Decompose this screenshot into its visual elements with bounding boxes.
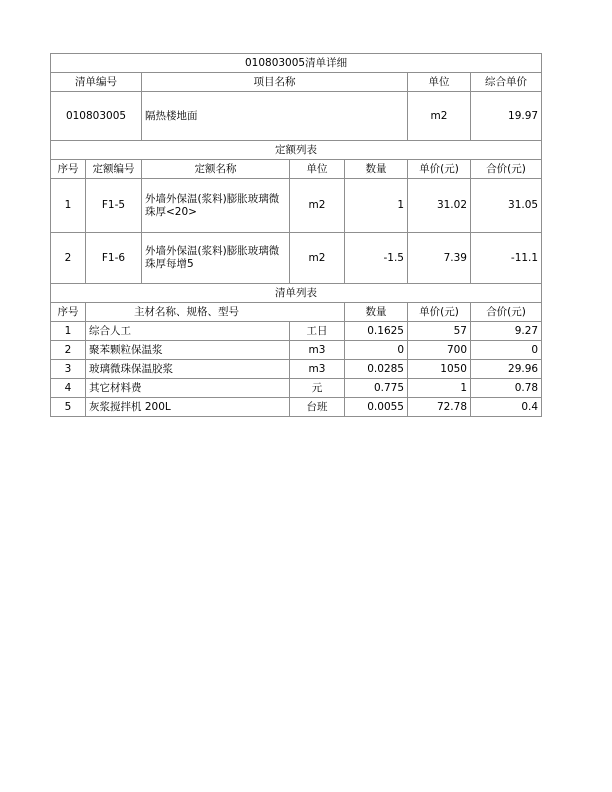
- quota-price: 31.02: [408, 179, 471, 233]
- quota-total: -11.1: [471, 233, 542, 284]
- quota-code: F1-6: [86, 233, 142, 284]
- bill-code-header: 清单编号: [51, 73, 142, 92]
- quota-name: 外墙外保温(浆料)膨胀玻璃微珠厚<20>: [142, 179, 290, 233]
- item-seq: 4: [51, 379, 86, 398]
- list-price-header: 单价(元): [408, 303, 471, 322]
- item-qty: 0.0285: [345, 360, 408, 379]
- item-total: 29.96: [471, 360, 542, 379]
- list-item: [51, 379, 542, 398]
- item-name: 玻璃微珠保温胶浆: [86, 360, 290, 379]
- item-total: 0.4: [471, 398, 542, 417]
- item-seq: 3: [51, 360, 86, 379]
- list-item: [51, 322, 542, 341]
- list-section-row: [51, 284, 542, 303]
- quota-code-header: 定额编号: [86, 160, 142, 179]
- quota-seq-header: 序号: [51, 160, 86, 179]
- quota-code: F1-5: [86, 179, 142, 233]
- item-unit: 工日: [290, 322, 345, 341]
- quota-total-header: 合价(元): [471, 160, 542, 179]
- bill-row: [51, 92, 542, 141]
- bill-name: 隔热楼地面: [142, 92, 408, 141]
- list-name-header: 主材名称、规格、型号: [86, 303, 345, 322]
- item-seq: 5: [51, 398, 86, 417]
- quota-seq: 1: [51, 179, 86, 233]
- list-section-title: 清单列表: [51, 284, 542, 303]
- bill-name-header: 项目名称: [142, 73, 408, 92]
- item-price: 72.78: [408, 398, 471, 417]
- item-total: 0: [471, 341, 542, 360]
- quota-seq: 2: [51, 233, 86, 284]
- quota-qty-header: 数量: [345, 160, 408, 179]
- quota-price: 7.39: [408, 233, 471, 284]
- quota-row: [51, 179, 542, 233]
- bill-price: 19.97: [471, 92, 542, 141]
- item-name: 其它材料费: [86, 379, 290, 398]
- quota-qty: -1.5: [345, 233, 408, 284]
- item-name: 灰浆搅拌机 200L: [86, 398, 290, 417]
- bill-unit: m2: [408, 92, 471, 141]
- item-seq: 1: [51, 322, 86, 341]
- quota-row: [51, 233, 542, 284]
- list-item: [51, 398, 542, 417]
- title-row: [51, 54, 542, 73]
- quota-unit: m2: [290, 233, 345, 284]
- item-qty: 0: [345, 341, 408, 360]
- item-seq: 2: [51, 341, 86, 360]
- bill-price-header: 综合单价: [471, 73, 542, 92]
- quota-total: 31.05: [471, 179, 542, 233]
- list-seq-header: 序号: [51, 303, 86, 322]
- item-total: 0.78: [471, 379, 542, 398]
- item-total: 9.27: [471, 322, 542, 341]
- quota-name-header: 定额名称: [142, 160, 290, 179]
- quota-unit: m2: [290, 179, 345, 233]
- list-qty-header: 数量: [345, 303, 408, 322]
- item-qty: 0.1625: [345, 322, 408, 341]
- item-unit: 元: [290, 379, 345, 398]
- item-unit: 台班: [290, 398, 345, 417]
- quota-section-row: [51, 141, 542, 160]
- table-title: 010803005清单详细: [51, 54, 542, 73]
- quota-qty: 1: [345, 179, 408, 233]
- list-header-row: [51, 303, 542, 322]
- list-total-header: 合价(元): [471, 303, 542, 322]
- quota-header-row: [51, 160, 542, 179]
- bill-detail-table: [50, 53, 542, 417]
- item-unit: m3: [290, 341, 345, 360]
- list-item: [51, 341, 542, 360]
- quota-name: 外墙外保温(浆料)膨胀玻璃微珠厚每增5: [142, 233, 290, 284]
- item-qty: 0.775: [345, 379, 408, 398]
- item-price: 1050: [408, 360, 471, 379]
- bill-header-row: [51, 73, 542, 92]
- quota-price-header: 单价(元): [408, 160, 471, 179]
- item-name: 综合人工: [86, 322, 290, 341]
- quota-section-title: 定额列表: [51, 141, 542, 160]
- bill-code: 010803005: [51, 92, 142, 141]
- item-qty: 0.0055: [345, 398, 408, 417]
- item-price: 1: [408, 379, 471, 398]
- quota-unit-header: 单位: [290, 160, 345, 179]
- list-item: [51, 360, 542, 379]
- item-price: 700: [408, 341, 471, 360]
- item-unit: m3: [290, 360, 345, 379]
- bill-unit-header: 单位: [408, 73, 471, 92]
- item-price: 57: [408, 322, 471, 341]
- item-name: 聚苯颗粒保温浆: [86, 341, 290, 360]
